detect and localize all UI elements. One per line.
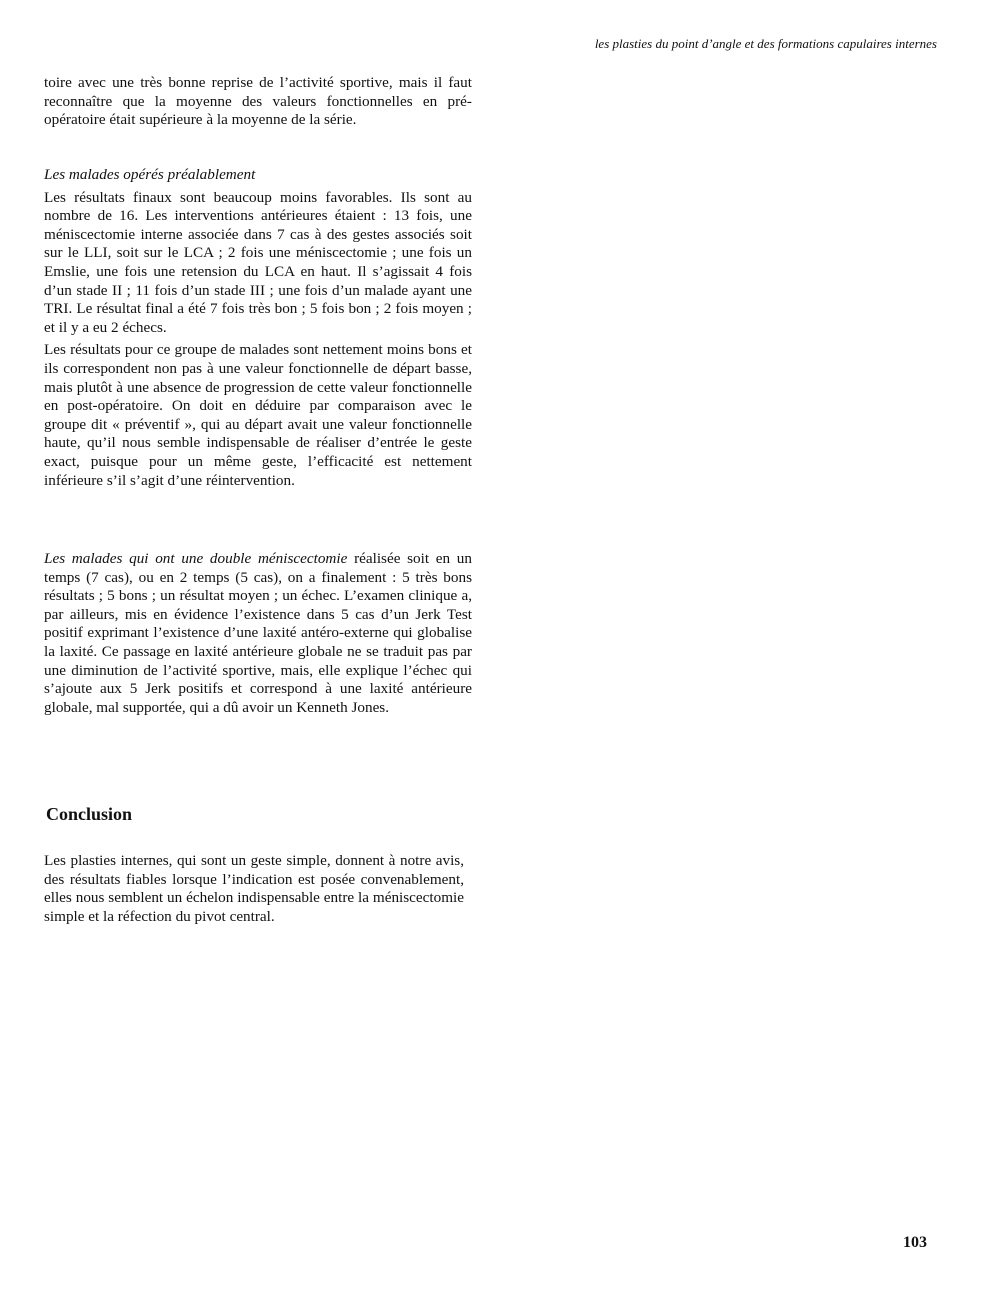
running-head: les plasties du point d’angle et des formations capulaires internes [594, 36, 937, 51]
body-text-continuation [44, 74, 472, 130]
section-prior-surgery [44, 166, 472, 490]
paragraph: toire avec une très bonne reprise de l’activité sportive, mais il faut reconnaître que la moyenne des valeurs fonctionnelles en pré-opératoire était supérieure à la moyenne de la série. [44, 74, 472, 129]
subheading: Les malades opérés préalablement [44, 166, 256, 183]
paragraph: Les résultats pour ce groupe de malades sont nettement moins bons et ils correspondent non pas à une valeur fonctionnelle de départ basse, mais plutôt à une absence de progression de cette valeur fonctionnelle en post-opératoire. On doit en déduire par comparaison avec le groupe dit « préventif », qui au départ avait une valeur fonctionnelle haute, qu’il nous semble indispensable de réaliser d’entrée le geste exact, puisque pour un même geste, l’efficacité est nettement inférieure s’il s’agit d’une réintervention. [44, 341, 472, 489]
conclusion-body [44, 852, 464, 926]
section-heading-conclusion: Conclusion [46, 804, 133, 824]
italic-lead: Les malades qui ont une double méniscectomie [44, 550, 348, 567]
paragraph: Les résultats finaux sont beaucoup moins favorables. Ils sont au nombre de 16. Les interventions antérieures étaient : 13 fois, une méniscectomie interne associée dans 7 cas à des gestes associés soit sur le LLI, soit sur le LCA ; 2 fois une méniscectomie ; une fois un Emslie, une fois une retension du LCA en haut. Il s’agissait 4 fois d’un stade II ; 11 fois d’un stade III ; une fois d’un malade ayant une TRI. Le résultat final a été 7 fois très bon ; 5 fois bon ; 2 fois moyen ; et il y a eu 2 échecs. [44, 188, 472, 336]
paragraph [44, 550, 472, 717]
page-number: 103 [903, 1234, 927, 1251]
paragraph: Les plasties internes, qui sont un geste simple, donnent à notre avis, des résultats fiables lorsque l’indication est posée convenablement, elles nous semblent un échelon indispensable entre la méniscectomie simple et la réfection du pivot central. [44, 852, 464, 925]
section-double-meniscectomy [44, 550, 472, 717]
paragraph-text: réalisée soit en un temps (7 cas), ou en 2 temps (5 cas), on a finalement : 5 très bons résultats ; 5 bons ; un résultat moyen ; un échec. L’examen clinique a, par ailleurs, mis en évidence l’existence dans 5 cas d’un Jerk Test positif exprimant l’existence d’une laxité antéro-externe qui globalise la laxité. Ce passage en laxité antérieure globale ne se traduit pas par une diminution de l’activité sportive, mais, elle explique l’échec qui s’ajoute aux 5 Jerk positifs et correspond à une laxité antérieure globale, mal supportée, qui a dû avoir un Kenneth Jones. [44, 550, 472, 716]
